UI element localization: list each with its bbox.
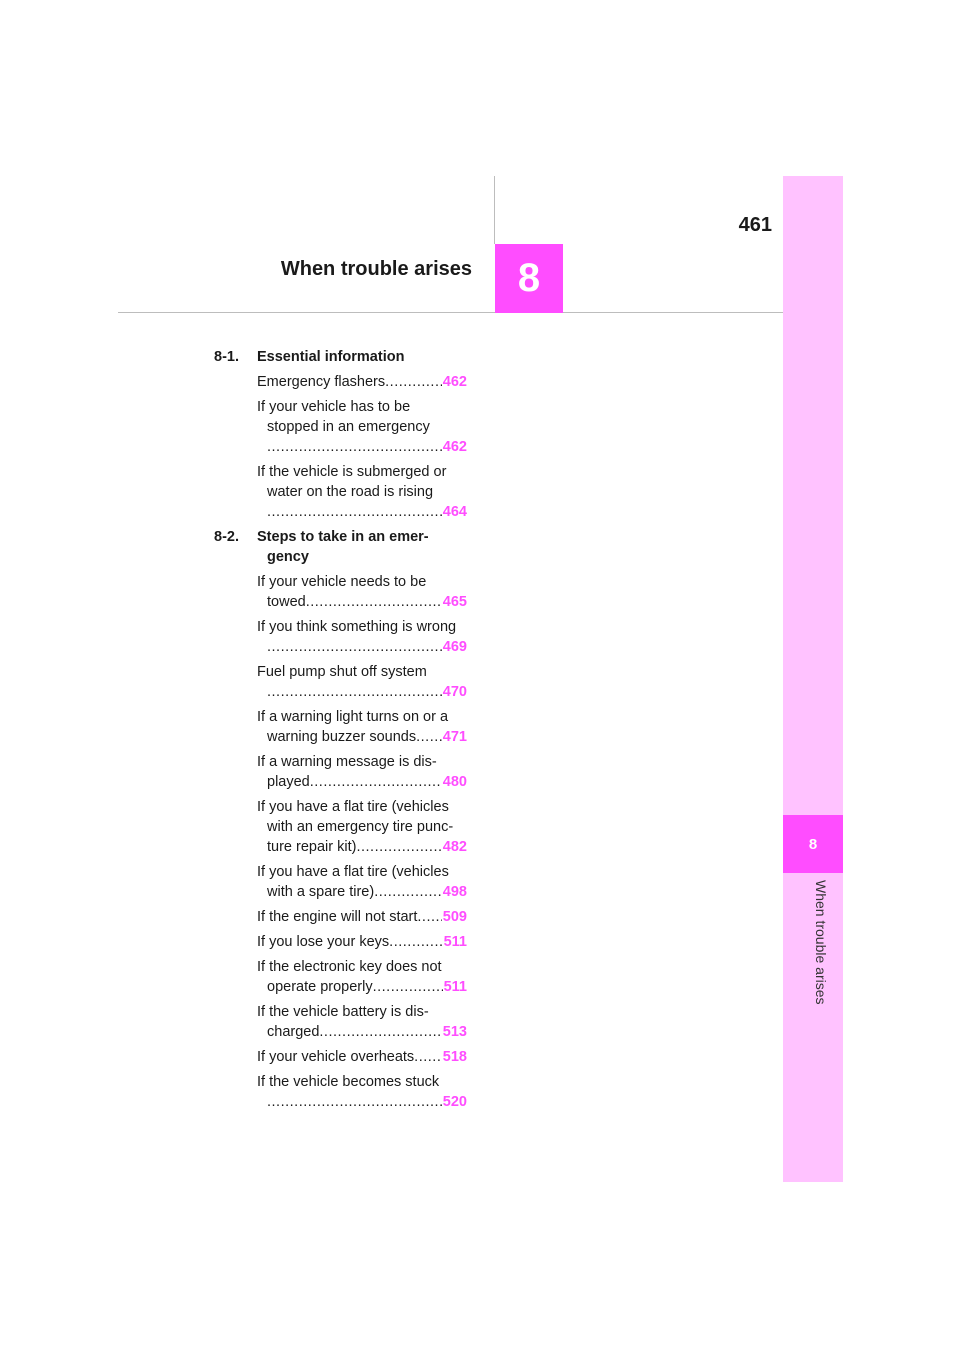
toc-entry-text: If a warning light turns on or a xyxy=(257,709,449,725)
dot-leader xyxy=(310,772,442,792)
toc-entry[interactable] xyxy=(257,797,467,857)
toc-entry-text: with an emergency tire punc- xyxy=(267,819,454,835)
toc-entry-leader-line xyxy=(257,592,467,612)
header-horizontal-rule xyxy=(118,312,783,313)
toc-entry-text: If you think something is wrong xyxy=(257,619,457,635)
section-title-line: Steps to take in an emer- xyxy=(257,529,429,545)
toc-entry-text: with a spare tire) xyxy=(267,884,375,900)
toc-entry-leader-line xyxy=(257,772,467,792)
toc-entry-text: If your vehicle overheats xyxy=(257,1049,415,1065)
side-tab xyxy=(783,176,843,1182)
toc-entry-text: If you have a flat tire (vehicles xyxy=(257,799,449,815)
toc-entry[interactable] xyxy=(257,572,467,612)
toc-entry-leader-line xyxy=(257,1022,467,1042)
toc-entry[interactable] xyxy=(257,932,467,952)
dot-leader xyxy=(417,907,441,927)
page-reference-link[interactable]: 469 xyxy=(442,639,467,655)
toc-entry-leader-line xyxy=(257,1092,467,1112)
dot-leader xyxy=(267,437,442,457)
chapter-title: When trouble arises xyxy=(280,258,472,280)
toc-entry-text: If your vehicle needs to be xyxy=(257,574,427,590)
toc-entry-text: If the engine will not start xyxy=(257,909,418,925)
toc-entry-leader-line xyxy=(257,882,467,902)
toc-entry-text: If the vehicle battery is dis- xyxy=(257,1004,429,1020)
toc-entry-text: ture repair kit) xyxy=(267,839,357,855)
toc-entry[interactable] xyxy=(257,957,467,997)
chapter-number-box: 8 xyxy=(495,244,563,313)
toc-entry-leader-line xyxy=(257,1047,467,1067)
toc-entry-text: If the electronic key does not xyxy=(257,959,442,975)
toc-entry-text: towed xyxy=(267,594,306,610)
toc-section-heading xyxy=(214,347,467,367)
page-reference-link[interactable]: 465 xyxy=(442,594,467,610)
header-vertical-rule xyxy=(494,176,495,244)
toc-entry-text: Emergency flashers xyxy=(257,374,386,390)
toc-entry[interactable] xyxy=(257,707,467,747)
dot-leader xyxy=(267,1092,442,1112)
section-number: 8-2. xyxy=(214,529,239,545)
toc-entry-text: If the vehicle becomes stuck xyxy=(257,1074,440,1090)
toc-entry[interactable] xyxy=(257,462,467,522)
page-reference-link[interactable]: 511 xyxy=(443,934,467,950)
dot-leader xyxy=(414,1047,442,1067)
page-reference-link[interactable]: 462 xyxy=(442,439,467,455)
toc-entry-text: stopped in an emergency xyxy=(267,419,430,435)
page-reference-link[interactable]: 498 xyxy=(442,884,467,900)
toc-entry[interactable] xyxy=(257,397,467,457)
toc-entry-text: water on the road is rising xyxy=(267,484,434,500)
dot-leader xyxy=(385,372,442,392)
toc-entry-text: played xyxy=(267,774,310,790)
toc-entry[interactable] xyxy=(257,662,467,702)
page-reference-link[interactable]: 518 xyxy=(442,1049,467,1065)
toc-entry-leader-line xyxy=(257,682,467,702)
page-reference-link[interactable]: 509 xyxy=(442,909,467,925)
page-reference-link[interactable]: 464 xyxy=(442,504,467,520)
toc-entry[interactable] xyxy=(257,862,467,902)
dot-leader xyxy=(267,637,442,657)
toc-entry-text: If the vehicle is submerged or xyxy=(257,464,447,480)
section-title-line: gency xyxy=(267,549,309,565)
dot-leader xyxy=(374,882,442,902)
toc-entry-text: If you have a flat tire (vehicles xyxy=(257,864,449,880)
section-number: 8-1. xyxy=(214,349,239,365)
page-reference-link[interactable]: 462 xyxy=(442,374,467,390)
page-reference-link[interactable]: 520 xyxy=(442,1094,467,1110)
toc-entry[interactable] xyxy=(257,372,467,392)
dot-leader xyxy=(267,502,442,522)
page-reference-link[interactable]: 511 xyxy=(443,979,467,995)
page-number: 461 xyxy=(738,214,772,236)
toc-entry-leader-line xyxy=(257,727,467,747)
side-tab-chapter-number: 8 xyxy=(783,815,843,873)
toc-entry[interactable] xyxy=(257,752,467,792)
toc-entry-leader-line xyxy=(257,932,467,952)
dot-leader xyxy=(319,1022,441,1042)
dot-leader xyxy=(373,977,443,997)
toc-entry-leader-line xyxy=(257,372,467,392)
dot-leader xyxy=(306,592,442,612)
toc-entry-text: operate properly xyxy=(267,979,373,995)
page-reference-link[interactable]: 480 xyxy=(442,774,467,790)
page-reference-link[interactable]: 471 xyxy=(442,729,467,745)
toc-entry-text: If a warning message is dis- xyxy=(257,754,437,770)
toc-entry-leader-line xyxy=(257,637,467,657)
page-reference-link[interactable]: 482 xyxy=(442,839,467,855)
toc-entry-text: If you lose your keys xyxy=(257,934,390,950)
side-tab-label: When trouble arises xyxy=(813,880,829,1005)
toc-entry-leader-line xyxy=(257,837,467,857)
toc-entry[interactable] xyxy=(257,1072,467,1112)
dot-leader xyxy=(389,932,442,952)
section-title-line: Essential information xyxy=(257,349,405,365)
toc-entry-leader-line xyxy=(257,977,467,997)
dot-leader xyxy=(267,682,442,702)
toc-entry[interactable] xyxy=(257,617,467,657)
toc-entry-leader-line xyxy=(257,907,467,927)
page-reference-link[interactable]: 513 xyxy=(442,1024,467,1040)
toc-entry-text: Fuel pump shut off system xyxy=(257,664,427,680)
toc-section-heading xyxy=(214,527,467,567)
toc-entry-text: charged xyxy=(267,1024,320,1040)
toc-entry[interactable] xyxy=(257,1047,467,1067)
toc-entry-leader-line xyxy=(257,437,467,457)
toc-entry[interactable] xyxy=(257,1002,467,1042)
toc-entry-text: If your vehicle has to be xyxy=(257,399,411,415)
toc-entry-text: warning buzzer sounds xyxy=(267,729,417,745)
dot-leader xyxy=(356,837,441,857)
toc-entry-leader-line xyxy=(257,502,467,522)
dot-leader xyxy=(416,727,442,747)
toc-entry[interactable] xyxy=(257,907,467,927)
table-of-contents xyxy=(214,347,467,1117)
page-reference-link[interactable]: 470 xyxy=(442,684,467,700)
